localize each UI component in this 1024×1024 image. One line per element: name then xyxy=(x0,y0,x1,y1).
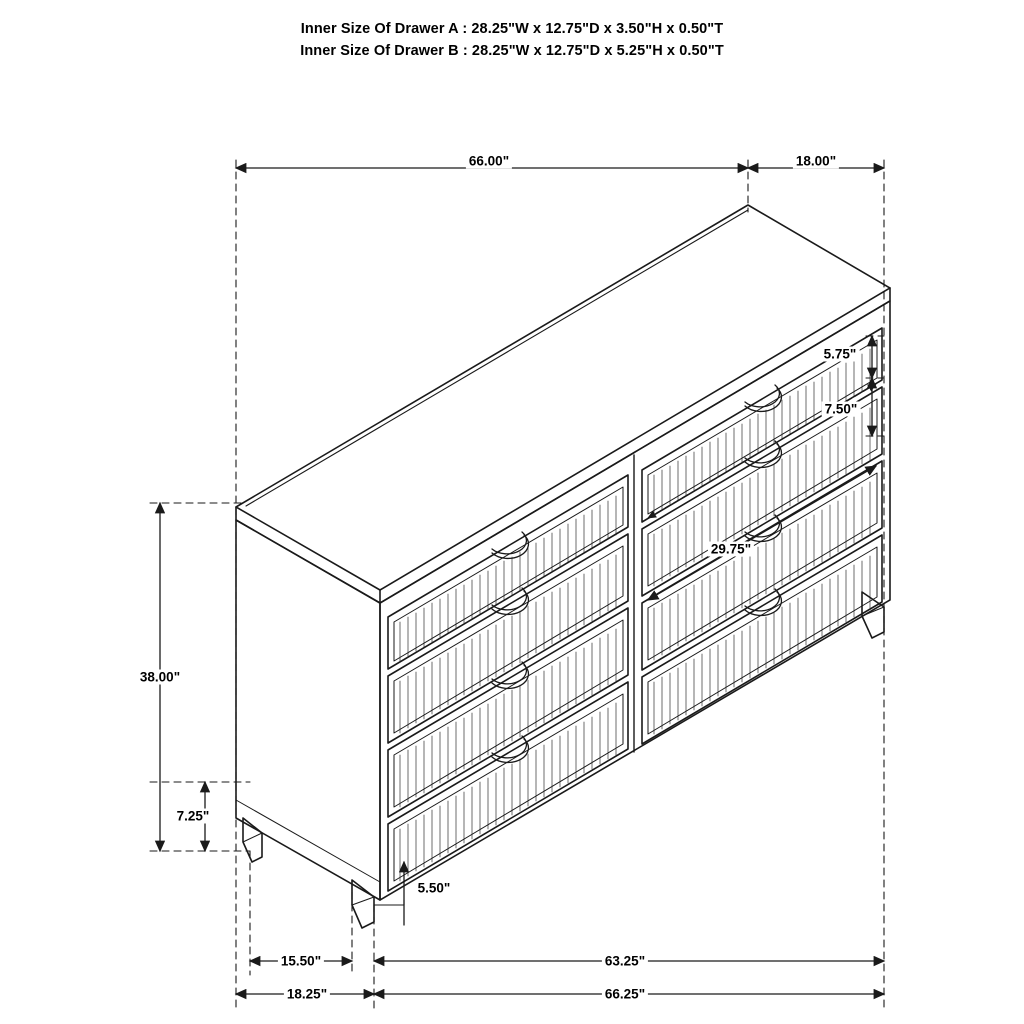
dim-label-leg-clearance: 7.25" xyxy=(174,809,213,824)
dim-label-drawer-a-height: 5.75" xyxy=(821,347,860,362)
note-drawer-b: Inner Size Of Drawer B : 28.25"W x 12.75"D x 5.25"H x 0.50"T xyxy=(300,43,724,59)
dim-label-drawer-b-height: 7.50" xyxy=(822,402,861,417)
dim-label-side-depth: 15.50" xyxy=(278,954,324,969)
dim-label-top-depth: 18.00" xyxy=(793,154,839,169)
dim-label-overall-height: 38.00" xyxy=(137,670,183,685)
dim-label-leg-splay: 5.50" xyxy=(415,881,454,896)
dim-label-overall-depth: 18.25" xyxy=(284,987,330,1002)
dim-label-drawer-width: 29.75" xyxy=(708,542,754,557)
dim-label-top-width: 66.00" xyxy=(466,154,512,169)
dim-label-overall-width: 66.25" xyxy=(602,987,648,1002)
note-drawer-a: Inner Size Of Drawer A : 28.25"W x 12.75"D x 3.50"H x 0.50"T xyxy=(300,21,724,37)
dim-label-front-width: 63.25" xyxy=(602,954,648,969)
